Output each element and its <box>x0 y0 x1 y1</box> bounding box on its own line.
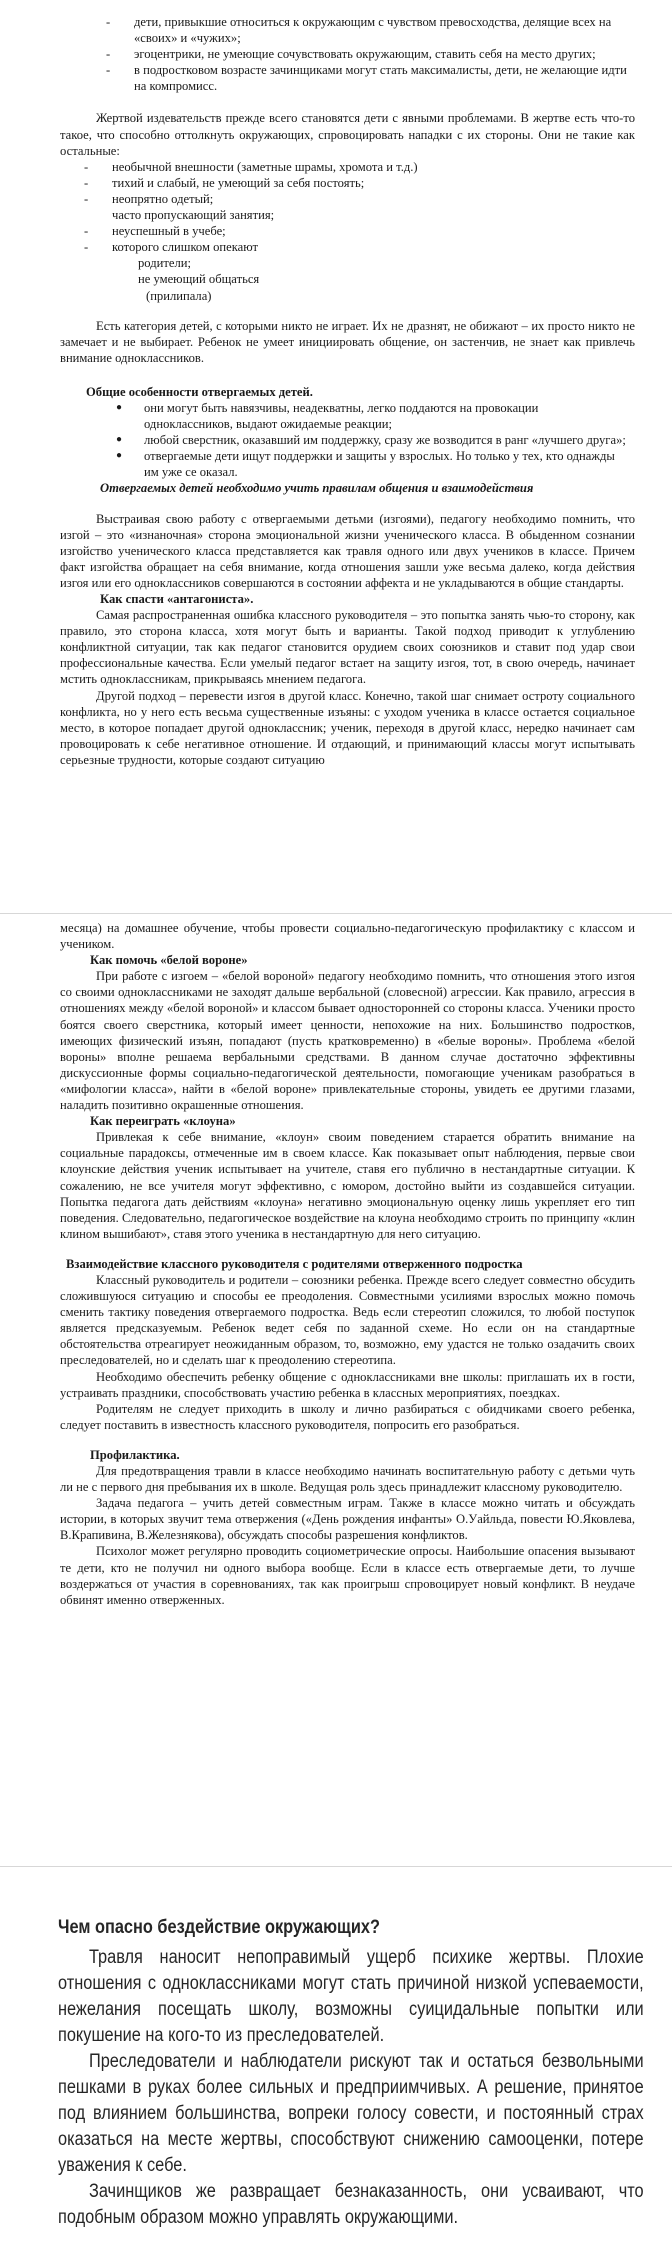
list-item: - неопрятно одетый; <box>80 191 635 207</box>
list-item: ● они могут быть навязчивы, неадекватны, легко поддаются на провокации <box>130 400 635 416</box>
list-item-continuation: часто пропускающий занятия; <box>112 208 275 223</box>
list-item: - дети, привыкшие относиться к окружающим с чувством превосходства, делящие всех на «своих» и «чужих»; <box>102 14 635 46</box>
clown-title: Как переиграть «клоуна» <box>90 1114 236 1129</box>
list-item-continuation: (прилипала) <box>146 288 212 303</box>
white-crow-paragraph: При работе с изгоем – «белой вороной» педагогу необходимо помнить, что отношения этого изгоя со своими одноклассниками не заходят дальше вербальной (словесной) агрессии. Как правило, агрессия в отношениях между «белой вороной» и классом бывает односторонней со стороны класса. Ученики просто боятся своего сверстника, который имеет ценности, непохожие на них. Большинство подростков, имеющих физический изъян, попадают (пусть кратковременно) в «белые вороны». Проблема «белой вороны» вполне решаема вербальными средствами. В данном случае достаточно эффективны дискуссионные формы социально-педагогической деятельности, помогающие ученикам разобраться в «мифологии класса», найти в «белой вороне» привлекательные стороны, увидеть ее другими глазами, наладить позитивно окрашенные отношения. <box>60 969 635 1113</box>
list-item-continuation: не умеющий общаться <box>138 272 260 287</box>
list-item-continuation: одноклассников, выдают ожидаемые реакции; <box>144 417 392 432</box>
instigators-list <box>60 14 635 94</box>
prevention-paragraph-3: Психолог может регулярно проводить социометрические опросы. Наибольшие опасения вызывают те дети, кто не получил ни одного выбора вообще. Если в классе есть отвергаемые дети, то лучше воздержаться от участия в соревнованиях, так как проигрыш спровоцирует новый конфликт. В неудаче обвинят именно отверженных. <box>60 1544 635 1607</box>
prevention-title: Профилактика. <box>90 1447 180 1462</box>
features-rule: Отвергаемых детей необходимо учить правилам общения и взаимодействия <box>100 481 534 496</box>
list-item-continuation: родители; <box>138 256 191 271</box>
prevention-paragraph-1: Для предотвращения травли в классе необходимо начинать воспитательную работу с детьми чуть ли не с первого дня пребывания их в школе. Ведущая роль здесь принадлежит классному руководителю. <box>60 1464 635 1495</box>
list-item: - в подростковом возрасте зачинщиками могут стать максималисты, дети, не желающие идти на компромисс. <box>102 62 635 94</box>
danger-paragraph-2: Преследователи и наблюдатели рискуют так и остаться безвольными пешками в руках более сильных и предприимчивых. А решение, принятое под влиянием большинства, вопреки голосу совести, и постоянный страх оказаться на месте жертвы, способствуют снижению самооценки, потере уважения к себе. <box>58 2051 644 2176</box>
white-crow-title: Как помочь «белой вороне» <box>90 953 248 968</box>
features-title: Общие особенности отвергаемых детей. <box>86 384 313 399</box>
page-break <box>0 1866 672 1867</box>
parents-paragraph-3: Родителям не следует приходить в школу и лично разбираться с обидчиками своего ребенка, следует поставить в известность классного руководителя, попросить его разобраться. <box>60 1401 635 1432</box>
parents-paragraph-2: Необходимо обеспечить ребенку общение с одноклассниками вне школы: приглашать их в гости, устраивать праздники, способствовать участию ребенка в классных мероприятиях, поездках. <box>60 1369 635 1400</box>
ignored-children-paragraph: Есть категория детей, с которыми никто не играет. Их не дразнят, не обижают – их просто никто не замечает и не выбирает. Ребенок не умеет инициировать общение, он застенчив, не знает как привлечь внимание одноклассников. <box>60 318 635 365</box>
list-item: - эгоцентрики, не умеющие сочувствовать окружающим, ставить себя на место других; <box>102 46 635 62</box>
antagonist-paragraph-1: Самая распространенная ошибка классного руководителя – это попытка занять чью-то сторону, как правило, это сторона класса, хотя могут быть и варианты. Такой подход приводит к углублению конфликтной ситуации, так как педагог становится орудием своих союзников и ставит под удар свои профессиональные качества. Если умелый педагог встает на защиту изгоя, тот, в свою очередь, начинает мстить одноклассникам, прикрываясь мнением педагога. <box>60 608 635 687</box>
list-item-continuation: им уже се оказал. <box>144 465 238 480</box>
list-item: - неуспешный в учебе; <box>80 223 635 239</box>
scan-block-2 <box>60 920 635 1608</box>
list-item: ● отвергаемые дети ищут поддержки и защиты у взрослых. Но только у тех, кто однажды <box>130 448 635 464</box>
danger-title: Чем опасно бездействие окружающих? <box>58 1917 380 1938</box>
list-item: ● любой сверстник, оказавший им поддержку, сразу же возводится в ранг «лучшего друга»; <box>130 432 635 448</box>
list-item: - которого слишком опекают <box>80 239 635 255</box>
victims-list <box>80 159 635 304</box>
antagonist-title: Как спасти «антагониста». <box>100 592 254 606</box>
danger-paragraph-3: Зачинщиков же развращает безнаказанность, они усваивают, что подобным образом можно управлять окружающими. <box>58 2181 644 2228</box>
list-item: - необычной внешности (заметные шрамы, хромота и т.д.) <box>80 159 635 175</box>
antagonist-paragraph-2: Другой подход – перевести изгоя в другой класс. Конечно, такой шаг снимает остроту социального конфликта, но у него есть весьма существенные изъяны: с уходом ученика в классе остается социальное место, в которое попадает другой одноклассник; ученик, переходя в другой класс, нередко начинает сам провоцировать к себе негативное отношение. И отдающий, и принимающий классы могут испытывать серьезные трудности, которые создают ситуацию <box>60 688 635 767</box>
clown-paragraph: Привлекая к себе внимание, «клоун» своим поведением старается обратить внимание на социальные парадоксы, отмеченные им в своем классе. Как показывает опыт наблюдения, первые свои клоунские действия ученик испытывает на учителе, ставя его публично в нестандартные ситуации. К сожалению, не все учителя могут эффективно, с юмором, достойно выйти из создавшейся ситуации. Попытка педагога дать действиям «клоуна» негативно эмоциональную оценку лишь укрепляет его тип поведения. Следовательно, педагогическое воздействие на клоуна необходимо строить по принципу «клин клином вышибают», ставя этого ученика в нестандартную для него ситуацию. <box>60 1130 635 1241</box>
danger-paragraph-1: Травля наносит непоправимый ущерб психике жертвы. Плохие отношения с одноклассниками могут стать причиной низкой успеваемости, нежелания посещать школу, возможны суицидальные попытки или покушение на кого-то из преследователей. <box>58 1947 644 2046</box>
antagonist-paragraph-3: месяца) на домашнее обучение, чтобы провести социально-педагогическую профилактику с классом и учеником. <box>60 921 635 952</box>
parents-title: Взаимодействие классного руководителя с родителями отверженного подростка <box>66 1256 523 1271</box>
outcast-paragraph: Выстраивая свою работу с отвергаемыми детьми (изгоями), педагогу необходимо помнить, что изгой – это «изнаночная» сторона эмоциональной жизни ученического класса. В обыденном сознании изгойство ученического класса представляется как травля одного или двух учеников в классе. Причем факт изгойства обращает на себя внимание, когда отношения зашли уже весьма далеко, когда действия изгоя или его одноклассников совершаются в состоянии аффекта и не укладываются в общие стандарты. <box>60 511 635 590</box>
victims-intro: Жертвой издевательств прежде всего становятся дети с явными проблемами. В жертве есть что-то такое, что способно оттолкнуть окружающих, спровоцировать нападки с их стороны. Они не такие как остальные: <box>60 111 635 158</box>
features-list <box>60 400 635 480</box>
parents-paragraph-1: Классный руководитель и родители – союзники ребенка. Прежде всего следует совместно обсудить сложившуюся ситуацию и способы ее преодоления. Совместными усилиями взрослых можно помочь сменить тактику поведения отвергаемого подростка. Ведь если стереотип сложился, то любой поступок является предсказуемым. Ребенок ведет себя по заданной схеме. Но если он на стандартные обстоятельства отреагирует неожиданным образом, то, возможно, ему удастся не только озадачить своих преследователей, но и сделать шаг к преодолению стереотипа. <box>60 1272 635 1368</box>
list-item: - тихий и слабый, не умеющий за себя постоять; <box>80 175 635 191</box>
prevention-paragraph-2: Задача педагога – учить детей совместным играм. Также в классе можно читать и обсуждать истории, в которых звучит тема отвержения («День рождения инфанты» О.Уайльда, повести Ю.Яковлева, В.Крапивина, В.Железнякова), обсуждать способы разрешения конфликтов. <box>60 1496 635 1543</box>
danger-section <box>58 1915 644 2231</box>
scan-block-1 <box>60 14 635 768</box>
page-break <box>0 913 672 914</box>
